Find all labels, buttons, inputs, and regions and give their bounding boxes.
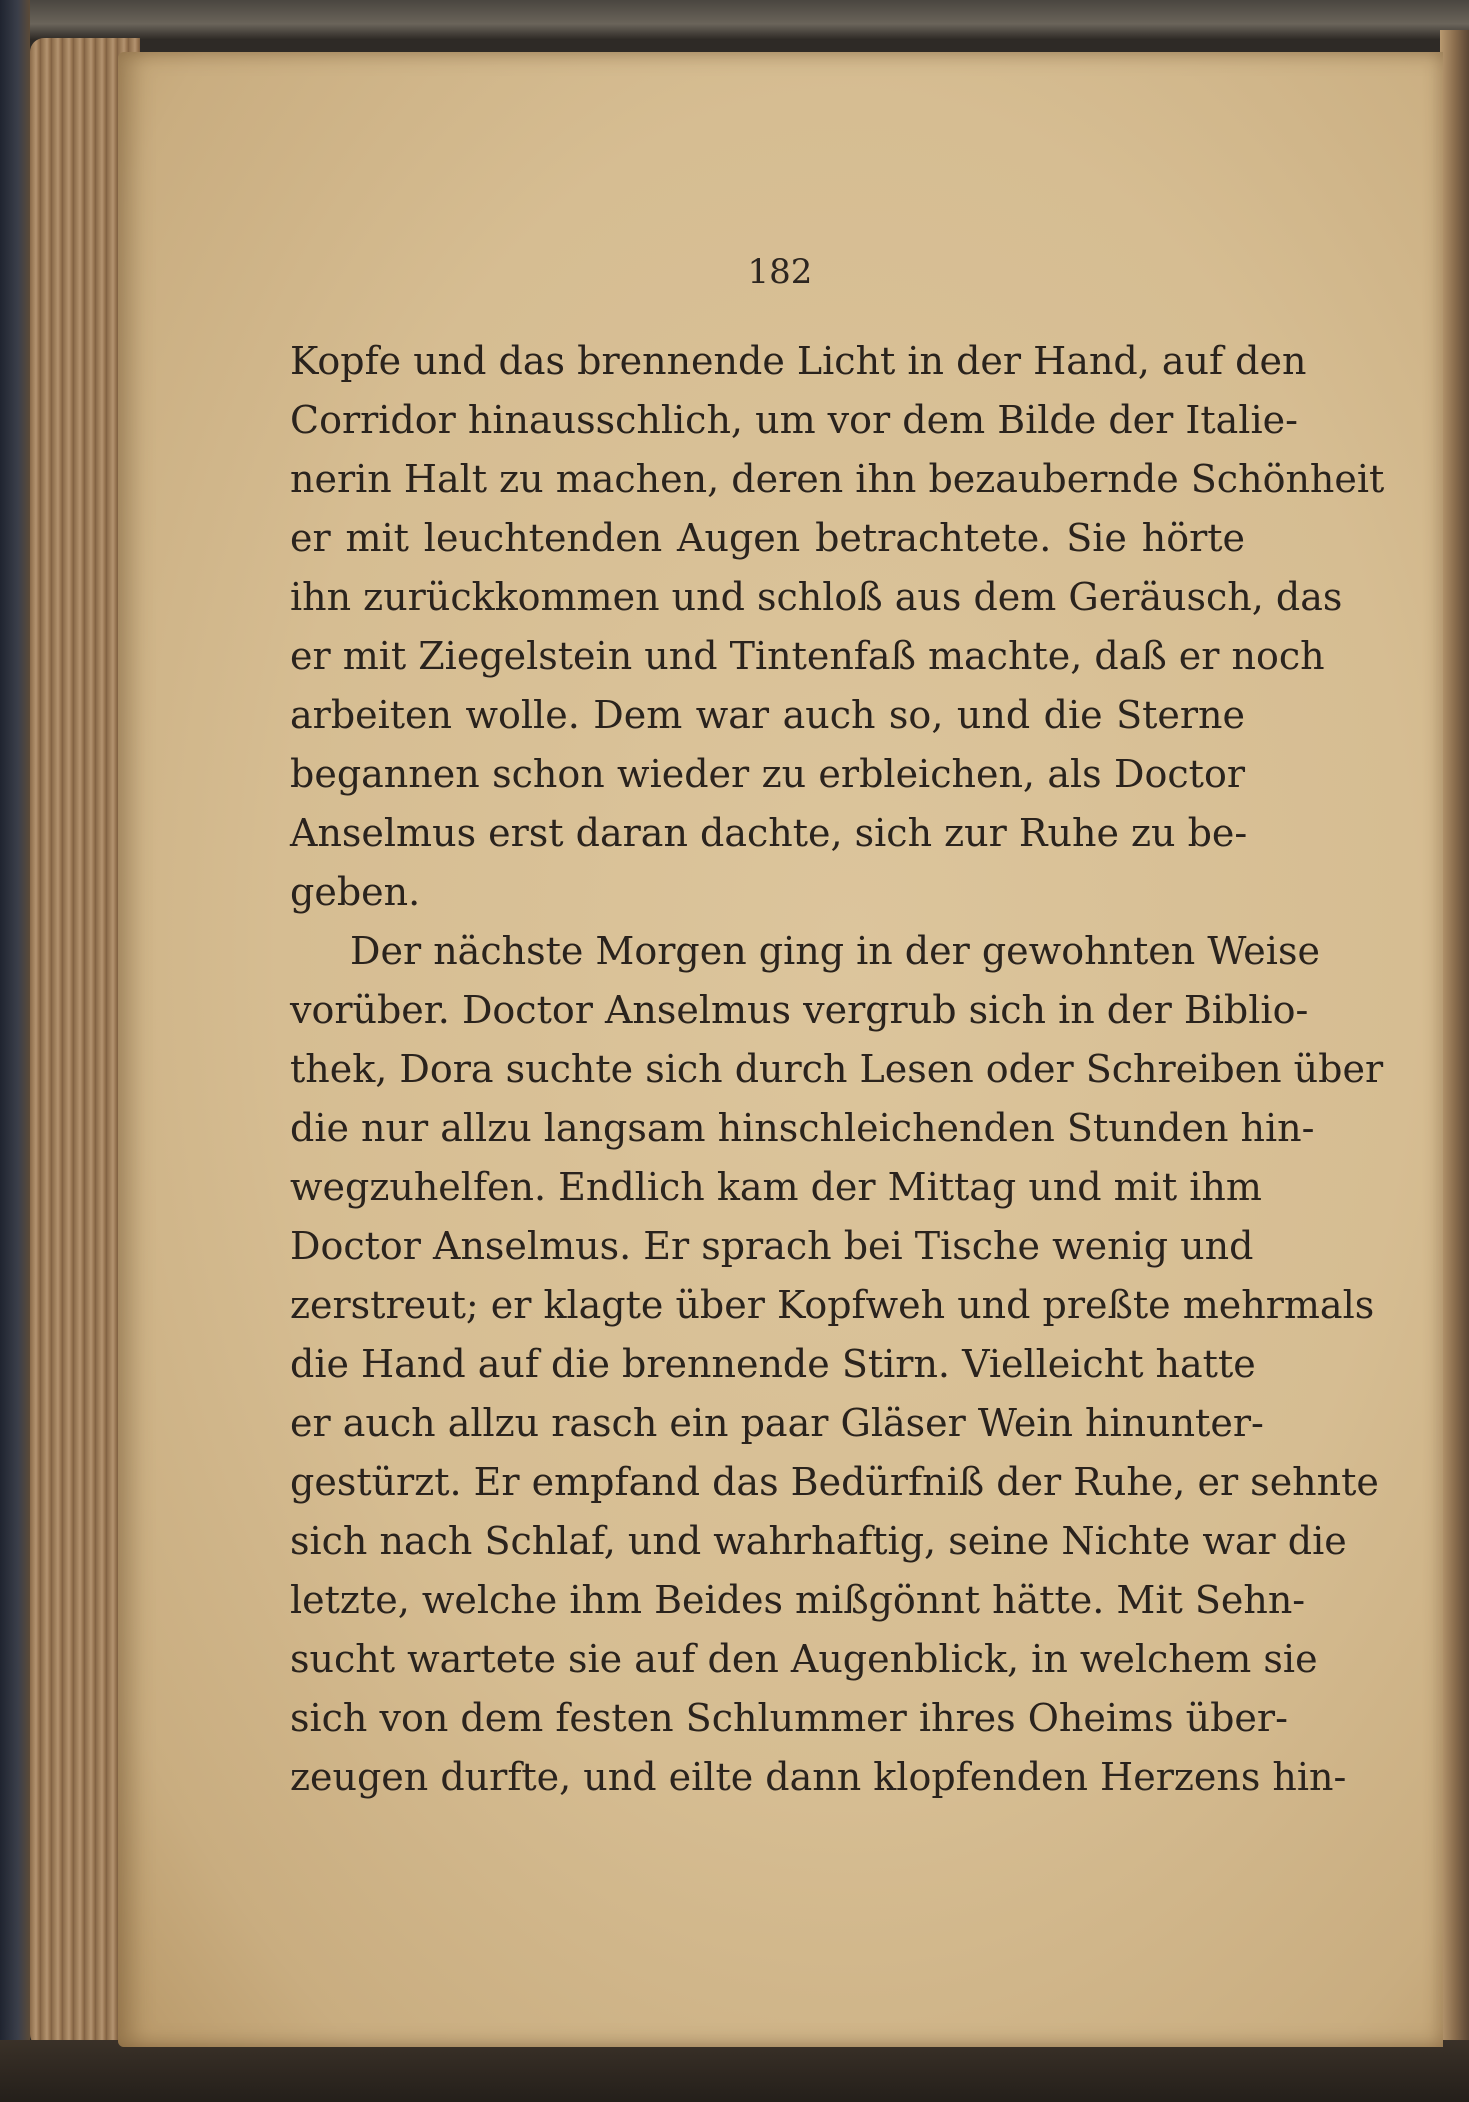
text-line: letzte, welche ihm Beides mißgönnt hätte. Mit Sehn- <box>290 1578 1306 1622</box>
cover-top-edge <box>0 0 1469 40</box>
text-line: sich nach Schlaf, und wahrhaftig, seine Nichte war die <box>290 1519 1347 1563</box>
text-line: arbeiten wolle. Dem war auch so, und die Sterne <box>290 693 1245 737</box>
text-line: ihn zurückkommen und schloß aus dem Geräusch, das <box>290 575 1343 619</box>
text-line: die Hand auf die brennende Stirn. Vielleicht hatte <box>290 1342 1256 1386</box>
text-line: gestürzt. Er empfand das Bedürfniß der Ruhe, er sehnte <box>290 1460 1379 1504</box>
text-line: Anselmus erst daran dachte, sich zur Ruhe zu be- <box>290 811 1248 855</box>
text-line: zerstreut; er klagte über Kopfweh und preßte mehrmals <box>290 1283 1375 1327</box>
paragraph-start-line: Der nächste Morgen ging in der gewohnten Weise <box>350 929 1320 973</box>
text-line: Corridor hinausschlich, um vor dem Bilde der Italie- <box>290 398 1298 442</box>
text-line: wegzuhelfen. Endlich kam der Mittag und mit ihm <box>290 1165 1262 1209</box>
text-line: die nur allzu langsam hinschleichenden Stunden hin- <box>290 1106 1315 1150</box>
text-line: sucht wartete sie auf den Augenblick, in welchem sie <box>290 1637 1318 1681</box>
text-line: er mit leuchtenden Augen betrachtete. Sie hörte <box>290 516 1245 560</box>
text-line: geben. <box>290 870 421 914</box>
text-line: sich von dem festen Schlummer ihres Oheims über- <box>290 1696 1288 1740</box>
page-number: 182 <box>747 252 813 292</box>
cover-bottom-edge <box>0 2040 1469 2102</box>
text-line: begannen schon wieder zu erbleichen, als Doctor <box>290 752 1245 796</box>
body-text <box>290 332 1385 1807</box>
gutter-edge <box>1440 30 1469 2060</box>
text-line: Doctor Anselmus. Er sprach bei Tische wenig und <box>290 1224 1254 1268</box>
text-line: thek, Dora suchte sich durch Lesen oder Schreiben über <box>290 1047 1384 1091</box>
text-line: er auch allzu rasch ein paar Gläser Wein hinunter- <box>290 1401 1264 1445</box>
book-binding <box>0 0 30 2102</box>
text-line: vorüber. Doctor Anselmus vergrub sich in der Biblio- <box>290 988 1309 1032</box>
text-line: nerin Halt zu machen, deren ihn bezaubernde Schönheit <box>290 457 1385 501</box>
text-line: Kopfe und das brennende Licht in der Hand, auf den <box>290 339 1307 383</box>
text-line: er mit Ziegelstein und Tintenfaß machte, daß er noch <box>290 634 1325 678</box>
text-line: zeugen durfte, und eilte dann klopfenden Herzens hin- <box>290 1755 1347 1799</box>
